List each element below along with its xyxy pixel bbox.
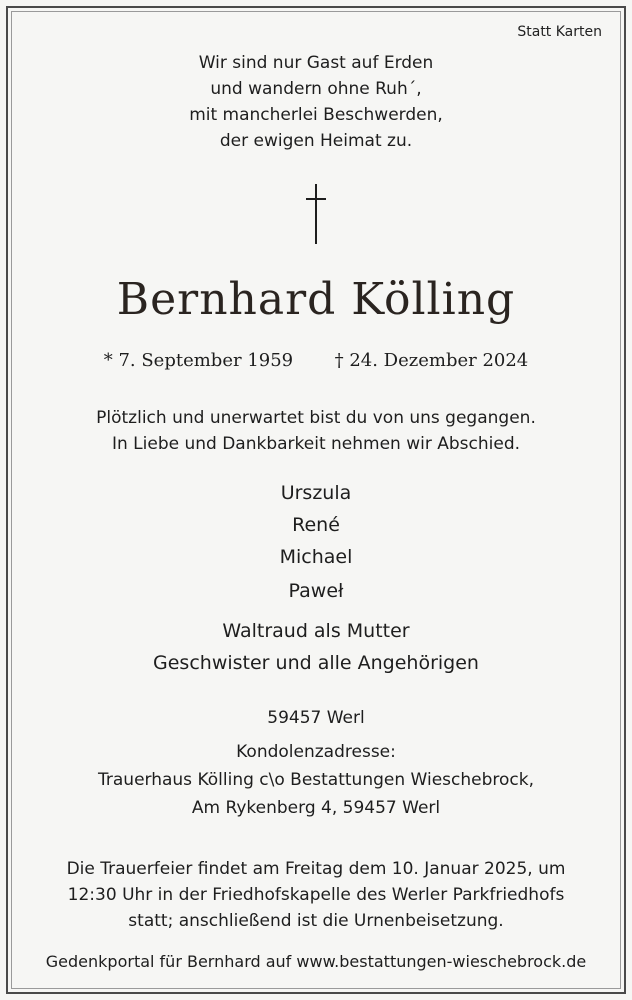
message-line: Plötzlich und unerwartet bist du von uns gegangen. [96, 408, 536, 428]
poem [0, 50, 632, 154]
address-block [0, 704, 632, 822]
poem-line: Wir sind nur Gast auf Erden [198, 53, 434, 73]
mourner-mother: Waltraud als Mutter [222, 620, 410, 642]
message-line: In Liebe und Dankbarkeit nehmen wir Abschied. [111, 434, 521, 454]
life-dates [0, 350, 632, 371]
poem-line: mit mancherlei Beschwerden, [189, 105, 443, 125]
address-line: Am Rykenberg 4, 59457 Werl [191, 798, 441, 818]
service-line: 12:30 Uhr in der Friedhofskapelle des Werler Parkfriedhofs [67, 885, 565, 905]
service-line: Die Trauerfeier findet am Freitag dem 10. Januar 2025, um [66, 859, 566, 879]
address-line: Trauerhaus Kölling c\o Bestattungen Wieschebrock, [98, 770, 534, 790]
kondolenz-label: Kondolenzadresse: [236, 742, 396, 762]
memorial-portal-link[interactable]: Gedenkportal für Bernhard auf www.bestattungen-wieschebrock.de [45, 952, 587, 971]
deceased-name: Bernhard Kölling [116, 274, 516, 325]
funeral-service-info [0, 856, 632, 934]
mourner-name: René [292, 514, 340, 536]
poem-line: der ewigen Heimat zu. [219, 131, 413, 151]
address-city: 59457 Werl [267, 708, 365, 728]
death-date: † 24. Dezember 2024 [334, 350, 529, 371]
farewell-message [0, 405, 632, 457]
mourner-name: Paweł [288, 580, 344, 602]
mourner-name: Michael [279, 546, 353, 568]
mourners-list [0, 477, 632, 679]
statt-karten-label: Statt Karten [517, 24, 602, 40]
service-line: statt; anschließend ist die Urnenbeisetzung. [128, 911, 504, 931]
birth-date: * 7. September 1959 [103, 350, 294, 371]
poem-line: und wandern ohne Ruh´, [210, 79, 422, 99]
mourner-others: Geschwister und alle Angehörigen [153, 652, 479, 674]
mourner-name: Urszula [280, 482, 352, 504]
cross-icon [304, 184, 328, 244]
